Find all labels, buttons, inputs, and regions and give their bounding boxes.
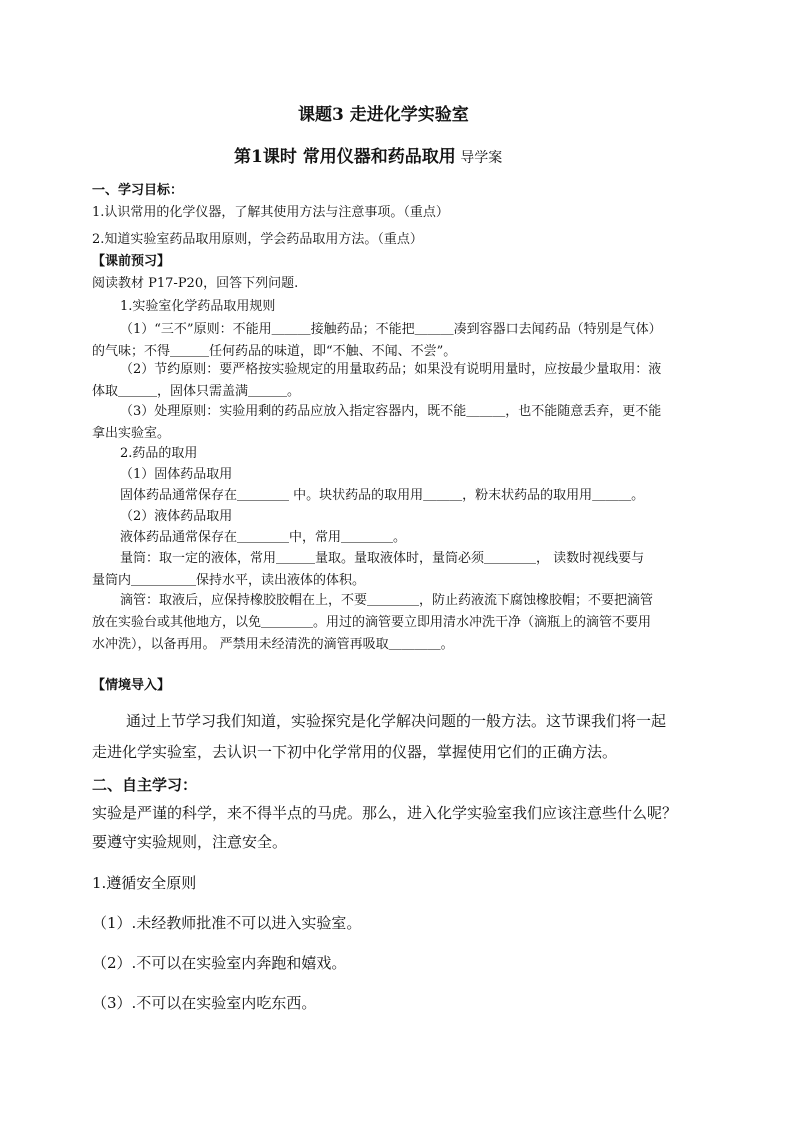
subtitle-main: 第1课时 常用仪器和药品取用 bbox=[234, 147, 456, 167]
q1-3-line2: 拿出实验室。 bbox=[92, 426, 171, 441]
dropper-line2: 放在实验台或其他地方，以免＿＿＿＿。用过的滴管要立即用清水冲洗干净（滴瓶上的滴管不要用 bbox=[92, 615, 652, 630]
measure-line1: 量筒：取一定的液体，常用＿＿＿量取。量取液体时，量筒必须＿＿＿＿， 读数时视线要与 bbox=[120, 551, 645, 566]
section2-para1: 实验是严谨的科学，来不得半点的马虎。那么，进入化学实验室我们应该注意些什么呢？ bbox=[92, 804, 678, 822]
goal-2: 2.知道实验室药品取用原则，学会药品取用方法。（重点） bbox=[92, 232, 423, 247]
safety-rules-title: 1.遵循安全原则 bbox=[92, 874, 197, 892]
goal-1: 1.认识常用的化学仪器，了解其使用方法与注意事项。（重点） bbox=[92, 205, 449, 220]
safety-rule-2: （2）.不可以在实验室内奔跑和嬉戏。 bbox=[92, 954, 347, 972]
q2-1-text: 固体药品通常保存在＿＿＿＿ 中。块状药品的取用用＿＿＿，粉末状药品的取用用＿＿＿。 bbox=[120, 488, 645, 503]
preview-intro: 阅读教材 P17-P20，回答下列问题. bbox=[92, 276, 299, 291]
q1-2-line2: 体取＿＿＿，固体只需盖满＿＿＿。 bbox=[92, 384, 301, 399]
page-subtitle bbox=[234, 148, 502, 167]
q1-3-line1: （3）处理原则：实验用剩的药品应放入指定容器内，既不能＿＿＿，也不能随意丢弃，更不能 bbox=[120, 404, 662, 419]
scenario-line2: 走进化学实验室，去认识一下初中化学常用的仪器，掌握使用它们的正确方法。 bbox=[92, 743, 618, 761]
section1-heading: 一、学习目标： bbox=[92, 183, 184, 198]
dropper-line3: 水冲洗），以备再用。 严禁用未经清洗的滴管再吸取＿＿＿＿。 bbox=[92, 637, 454, 652]
dropper-line1: 滴管：取液后，应保持橡胶胶帽在上，不要＿＿＿＿，防止药液流下腐蚀橡胶帽；不要把滴管 bbox=[120, 593, 654, 608]
q1-title: 1.实验室化学药品取用规则 bbox=[120, 299, 276, 314]
safety-rule-1: （1）.未经教师批准不可以进入实验室。 bbox=[92, 914, 362, 932]
measure-line2: 量筒内＿＿＿＿＿保持水平，读出液体的体积。 bbox=[92, 573, 366, 588]
q2-2-text: 液体药品通常保存在＿＿＿＿中，常用＿＿＿＿。 bbox=[120, 530, 407, 545]
preview-heading: 【课前预习】 bbox=[92, 254, 171, 269]
q2-1-title: （1）固体药品取用 bbox=[120, 467, 233, 482]
section2-para2: 要遵守实验规则，注意安全。 bbox=[92, 833, 288, 851]
scenario-heading: 【情境导入】 bbox=[92, 678, 171, 693]
q1-1-line2: 的气味；不得＿＿＿任何药品的味道，即“不触、不闻、不尝”。 bbox=[92, 344, 457, 359]
scenario-line1: 通过上节学习我们知道，实验探究是化学解决问题的一般方法。这节课我们将一起 bbox=[126, 712, 667, 730]
q2-title: 2.药品的取用 bbox=[120, 446, 198, 461]
safety-rule-3: （3）.不可以在实验室内吃东西。 bbox=[92, 994, 317, 1012]
subtitle-suffix: 导学案 bbox=[455, 150, 503, 166]
section2-heading: 二、自主学习： bbox=[92, 776, 198, 794]
q1-2-line1: （2）节约原则：要严格按实验规定的用量取药品；如果没有说明用量时，应按最少量取用：液 bbox=[120, 362, 662, 377]
q1-1-line1: （1）“三不”原则：不能用＿＿＿接触药品；不能把＿＿＿凑到容器口去闻药品（特别是气体） bbox=[120, 322, 662, 337]
q2-2-title: （2）液体药品取用 bbox=[120, 509, 233, 524]
page-title: 课题3 走进化学实验室 bbox=[298, 105, 469, 125]
